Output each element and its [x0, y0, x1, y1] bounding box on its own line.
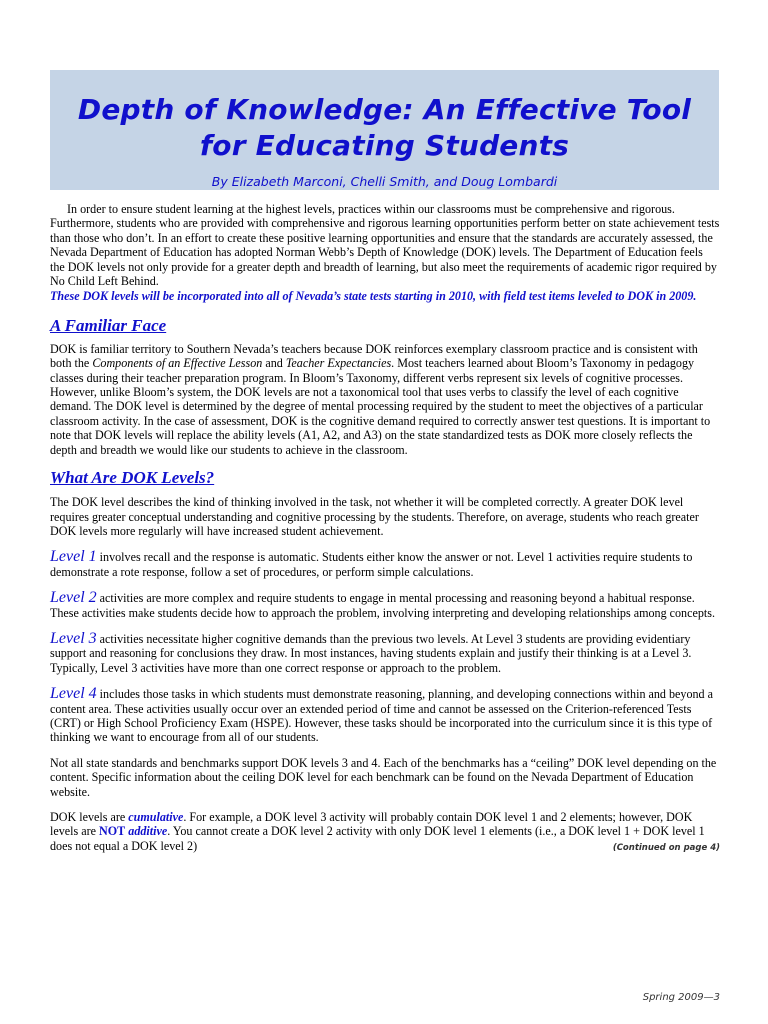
level-4-paragraph	[50, 687, 720, 745]
level-1-text: involves recall and the response is automatic. Students either know the answer or not. Level 1 activities require students to demonstrate a rote response, follow a set of procedures, or perform simple calculations.	[50, 550, 693, 579]
familiar-text-c: . Most teachers learned about Bloom’s Taxonomy in pedagogy classes during their teacher preparation program. In Bloom’s Taxonomy, different verbs represent six levels of cognitive processes. However, unlike Bloom’s system, the DOK levels are not a taxonomical tool that uses verbs to classify the level of each cognitive demand. The DOK level is determined by the degree of mental processing required by the student to meet the objectives of a particular classroom activity. In the case of assessment, DOK is the cognitive demand required to correctly answer test questions. It is important to note that DOK levels will replace the ability levels (A1, A2, and A3) on the state standardized tests as DOK more closely reflects the depth and breadth we would like our students to achieve in the classroom.	[50, 356, 711, 457]
additive-term: additive	[128, 824, 168, 839]
level-1-label: Level 1	[50, 548, 97, 566]
section-heading-familiar-face: A Familiar Face	[50, 315, 167, 335]
familiar-text-b: and	[262, 356, 286, 371]
not-emphasis: NOT	[99, 824, 126, 839]
expectancies-title: Teacher Expectancies	[285, 356, 392, 371]
components-title: Components of an Effective Lesson	[92, 356, 263, 371]
levels-intro-paragraph: The DOK level describes the kind of thinking involved in the task, not whether it will be completed correctly. A greater DOK level requires greater conceptual understanding and cognitive processing by the students. Therefore, on average, students who reach greater DOK levels more regularly will have increased student achievement.	[50, 495, 699, 538]
familiar-face-paragraph	[50, 342, 720, 457]
level-2-label: Level 2	[50, 589, 97, 607]
cumulative-term: cumulative	[128, 810, 184, 824]
level-4-text: includes those tasks in which students must demonstrate reasoning, planning, and developing connections within and beyond a content area. These activities usually occur over an extended period of time and cannot be assessed on the Criterion-referenced Tests (CRT) or High School Proficiency Exam (HSPE). However, these tasks should be incorporated into the curriculum since it is this type of thinking we want to encourage from all of our students.	[50, 687, 713, 745]
section-heading-what-are-dok-levels: What Are DOK Levels?	[50, 468, 215, 488]
level-3-label: Level 3	[50, 629, 97, 647]
page-footer: Spring 2009—3	[642, 992, 720, 1003]
cumulative-text-b: . For example, a DOK level 3 activity will probably contain DOK level 1 and 2 elements; however, DOK levels are	[50, 810, 693, 839]
level-2-paragraph	[50, 591, 720, 620]
level-2-text: activities are more complex and require students to engage in mental processing and reasoning beyond a habitual response. These activities make students decide how to approach the problem, involving interpreting and developing relationships among concepts.	[50, 591, 715, 620]
level-3-paragraph	[50, 629, 720, 675]
byline: By Elizabeth Marconi, Chelli Smith, and Doug Lombardi	[211, 174, 558, 189]
callout-statement: These DOK levels will be incorporated into all of Nevada’s state tests starting in 2010, with field test items leveled to DOK in 2009.	[50, 289, 697, 304]
level-1-paragraph	[50, 550, 720, 579]
intro-paragraph: In order to ensure student learning at the highest levels, practices within our classrooms must be comprehensive and rigorous. Furthermore, students who are provided with comprehensive and rigorous learning opportunities perform better on state achievement tests than those who don’t. In an effort to create these positive learning opportunities and ensure that the standards are accurately assessed, the Nevada Department of Education has adopted Norman Webb’s Depth of Knowledge (DOK) levels. The Department of Education feels the DOK levels not only provide for a greater depth and breadth of learning, but also meet the requirements of academic rigor required by No Child Left Behind.	[50, 202, 720, 289]
title-line-1: Depth of Knowledge: An Effective Tool	[77, 93, 692, 126]
ceiling-paragraph: Not all state standards and benchmarks support DOK levels 3 and 4. Each of the benchmarks has a “ceiling” DOK level depending on the content. Specific information about the ceiling DOK level for each benchmark can be found on the Nevada Department of Education website.	[50, 755, 717, 799]
level-3-text: activities necessitate higher cognitive demands than the previous two levels. At Level 3 students are providing evidentiary support and reasoning for conclusions they draw. In most instances, having students explain and justify their thinking is at a Level 3. Typically, Level 3 activities have more than one correct response or approach to the problem.	[50, 631, 692, 675]
cumulative-text-c: . You cannot create a DOK level 2 activity with only DOK level 1 elements (i.e., a DOK level 1 + DOK level 1 does not equal a DOK level 2)	[50, 824, 705, 853]
article-title	[50, 70, 719, 164]
article-body	[50, 202, 720, 855]
continued-note: (Continued on page 4)	[612, 842, 720, 853]
level-4-label: Level 4	[50, 685, 97, 703]
cumulative-paragraph	[50, 810, 720, 853]
title-line-2: for Educating Students	[199, 129, 570, 162]
familiar-text-a: DOK is familiar territory to Southern Nevada’s teachers because DOK reinforces exemplary classroom practice and is consistent with both the	[50, 341, 698, 371]
cumulative-text-a: DOK levels are	[50, 810, 129, 824]
title-banner	[50, 70, 719, 190]
